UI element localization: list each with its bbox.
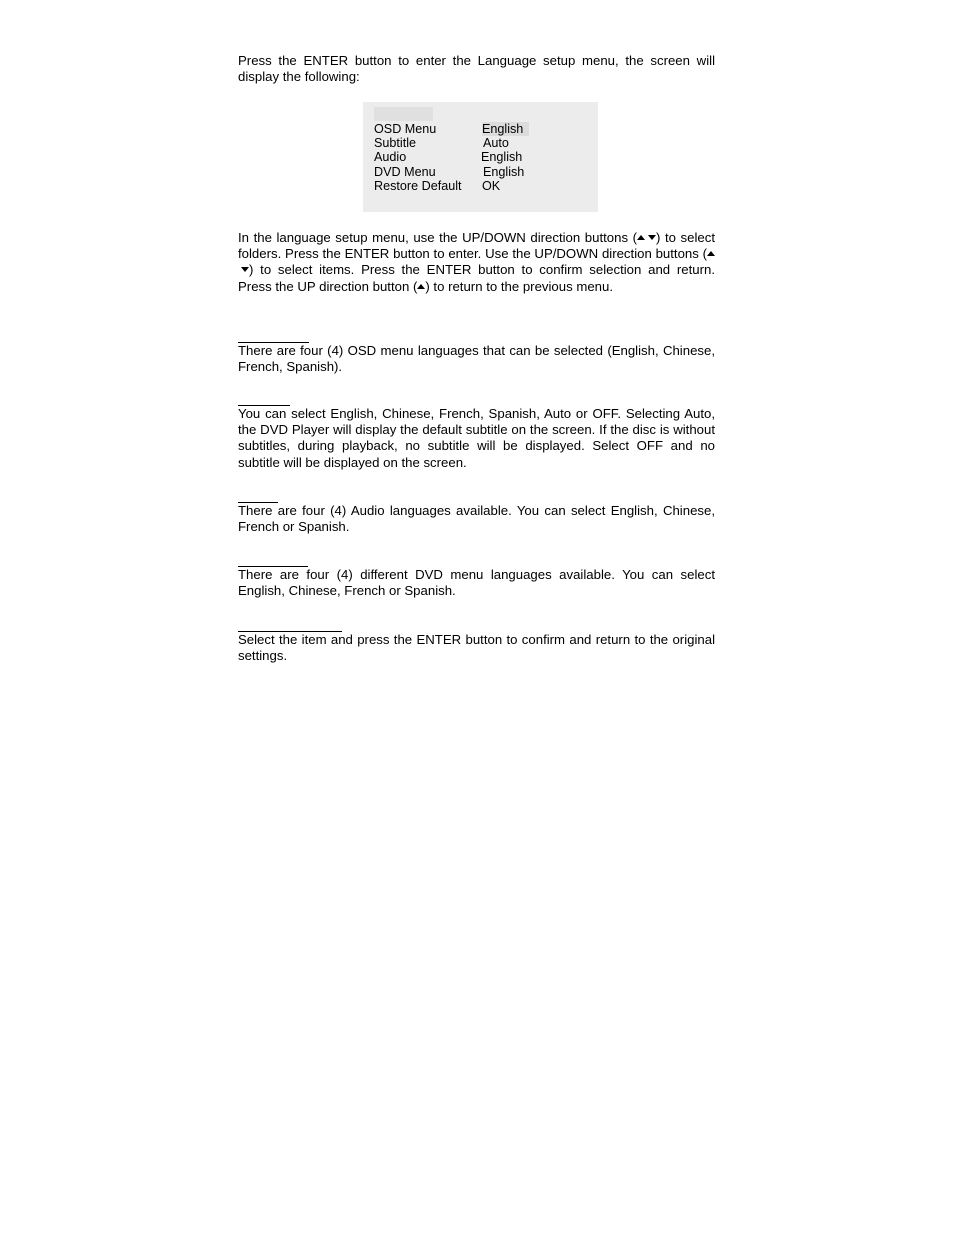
menu-row-label: Restore Default [374, 179, 462, 193]
menu-row-value: English [483, 165, 525, 179]
navigation-paragraph [238, 230, 715, 295]
menu-row-osd-menu[interactable] [374, 122, 584, 137]
menu-row-label: Subtitle [374, 136, 417, 150]
menu-tab-highlight [374, 107, 433, 121]
menu-row-dvd-menu[interactable] [374, 165, 584, 180]
language-setup-menu [363, 102, 598, 212]
menu-row-value: OK [482, 179, 501, 193]
navigation-text: ) to return to the previous menu. [425, 278, 614, 294]
menu-row-restore-default[interactable] [374, 179, 584, 194]
menu-row-label: OSD Menu [374, 122, 437, 136]
restore-default-paragraph: Select the item and press the ENTER button to confirm and return to the original settings. [238, 632, 715, 664]
intro-paragraph: Press the ENTER button to enter the Language setup menu, the screen will display the following: [238, 53, 715, 85]
dvd-menu-paragraph: There are four (4) different DVD menu languages available. You can select English, Chinese, French or Spanish. [238, 567, 715, 599]
menu-row-label: DVD Menu [374, 165, 436, 179]
up-arrow-icon [637, 235, 645, 240]
up-arrow-icon [707, 251, 715, 256]
navigation-text: ) to select folders. Press the ENTER button to enter. Use the UP/DOWN direction buttons ( [238, 230, 715, 262]
navigation-text: ) to select items. Press the ENTER button to confirm selection and return. Press the UP direction button ( [238, 262, 715, 294]
navigation-text: In the language setup menu, use the UP/DOWN direction buttons ( [238, 230, 638, 245]
menu-row-value: Auto [483, 136, 509, 150]
subtitle-paragraph: You can select English, Chinese, French, Spanish, Auto or OFF. Selecting Auto, the DVD Player will display the default subtitle on the screen. If the disc is without subtitles, during playback, no subtitle will be displayed. Select OFF and no subtitle will be displayed on the screen. [238, 406, 715, 470]
menu-row-audio[interactable] [374, 150, 584, 165]
audio-paragraph: There are four (4) Audio languages available. You can select English, Chinese, French or Spanish. [238, 503, 715, 535]
menu-row-subtitle[interactable] [374, 136, 584, 151]
menu-row-label: Audio [374, 150, 407, 164]
up-arrow-icon [417, 284, 425, 289]
menu-row-value: English [482, 122, 529, 136]
down-arrow-icon [648, 235, 656, 240]
down-arrow-icon [241, 267, 249, 272]
menu-row-value: English [481, 150, 523, 164]
osd-menu-paragraph: There are four (4) OSD menu languages that can be selected (English, Chinese, French, Spanish). [238, 343, 715, 375]
